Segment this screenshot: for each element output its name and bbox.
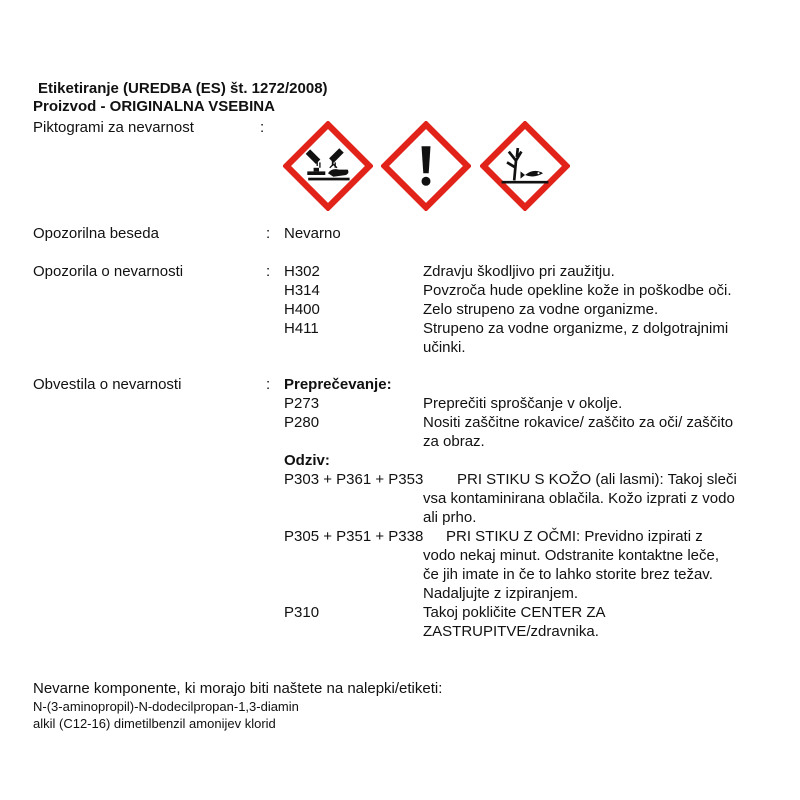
- hazard-code: H314: [284, 282, 320, 299]
- hazard-text-continued: učinki.: [423, 339, 466, 356]
- response-text-continued: vsa kontaminirana oblačila. Kožo izprati z vodo: [423, 490, 735, 507]
- response-heading: Odziv:: [284, 452, 330, 469]
- hazard-statements-colon: :: [266, 263, 271, 280]
- response-text: PRI STIKU Z OČMI: Previdno izpirati z: [446, 528, 703, 545]
- precautionary-statements-colon: :: [266, 376, 271, 393]
- precautionary-statements-label: Obvestila o nevarnosti: [33, 376, 182, 393]
- response-code: P305 + P351 + P338: [284, 528, 424, 545]
- prevention-code: P273: [284, 395, 320, 412]
- hazard-code: H411: [284, 320, 319, 337]
- response-text-continued: če jih imate in če to lahko storite brez težav.: [423, 566, 713, 583]
- response-text: Takoj pokličite CENTER ZA: [423, 604, 606, 621]
- hazard-text: Zelo strupeno za vodne organizme.: [423, 301, 659, 318]
- prevention-text: Nositi zaščitne rokavice/ zaščito za oči/ zaščito: [423, 414, 734, 431]
- hazard-text: Strupeno za vodne organizme, z dolgotrajnimi: [423, 320, 729, 337]
- prevention-text: Preprečiti sproščanje v okolje.: [423, 395, 623, 412]
- response-text-continued: vodo nekaj minut. Odstranite kontaktne leče,: [423, 547, 720, 564]
- signal-word-value: Nevarno: [284, 225, 341, 242]
- environment-icon: [480, 121, 570, 211]
- page-title: Etiketiranje (UREDBA (ES) št. 1272/2008): [38, 80, 328, 97]
- hazard-statements-label: Opozorila o nevarnosti: [33, 263, 184, 280]
- hazard-text: Povzroča hude opekline kože in poškodbe oči.: [423, 282, 732, 299]
- hazard-text: Zdravju škodljivo pri zaužitju.: [423, 263, 615, 280]
- exclamation-mark-icon: [381, 121, 471, 211]
- response-text-continued: ali prho.: [423, 509, 477, 526]
- response-code: P310: [284, 604, 320, 621]
- corrosion-icon: [283, 121, 373, 211]
- components-heading: Nevarne komponente, ki morajo biti naštete na nalepki/etiketi:: [33, 680, 443, 697]
- signal-word-label: Opozorilna beseda: [33, 225, 159, 242]
- response-code: P303 + P361 + P353: [284, 471, 424, 488]
- pictograms-colon: :: [260, 119, 265, 136]
- prevention-code: P280: [284, 414, 320, 431]
- response-text-continued: ZASTRUPITVE/zdravnika.: [423, 623, 599, 640]
- component-item: alkil (C12-16) dimetilbenzil amonijev klorid: [33, 716, 276, 731]
- hazard-code: H302: [284, 263, 320, 280]
- response-text: PRI STIKU S KOŽO (ali lasmi): Takoj sleči: [457, 471, 737, 488]
- product-subtitle: Proizvod - ORIGINALNA VSEBINA: [33, 98, 275, 115]
- signal-word-colon: :: [266, 225, 271, 242]
- prevention-text-continued: za obraz.: [423, 433, 485, 450]
- component-item: N-(3-aminopropil)-N-dodecilpropan-1,3-diamin: [33, 699, 299, 714]
- response-text-continued: Nadaljujte z izpiranjem.: [423, 585, 579, 602]
- pictograms-label: Piktogrami za nevarnost: [33, 119, 194, 136]
- hazard-code: H400: [284, 301, 320, 318]
- prevention-heading: Preprečevanje:: [284, 376, 392, 393]
